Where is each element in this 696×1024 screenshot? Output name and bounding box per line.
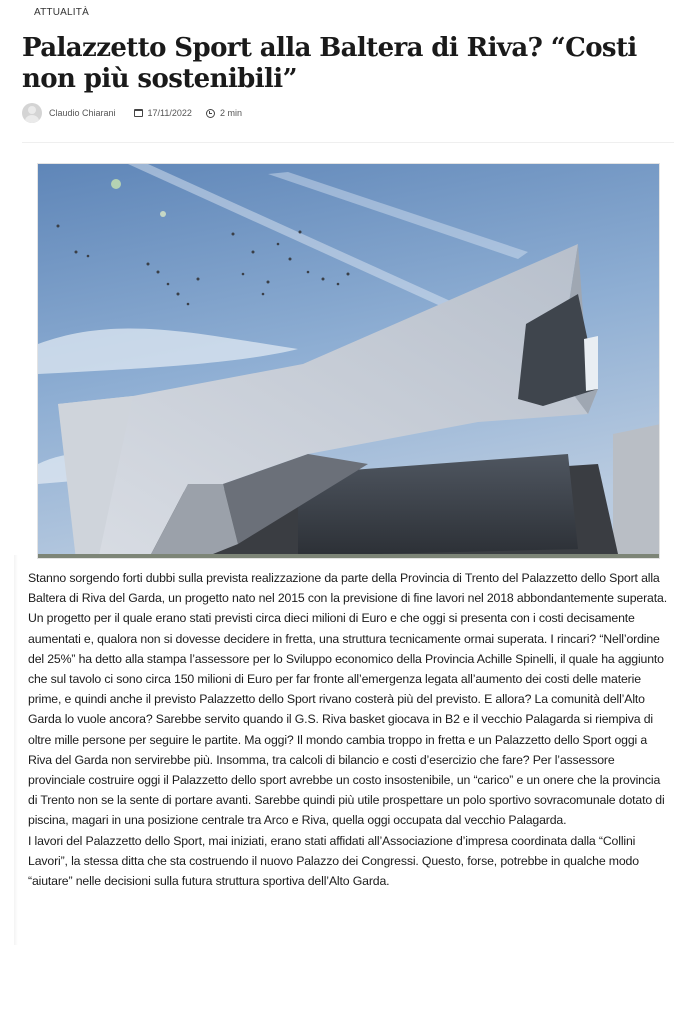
read-time: 2 min	[219, 108, 242, 118]
article-paragraph: Stanno sorgendo forti dubbi sulla prevista realizzazione da parte della Provincia di Trento del Palazzetto dello Sport alla Baltera di Riva del Garda, un progetto nato nel 2015 con la previsione di fine lavori nel 2018 abbondantemente superata.	[28, 571, 667, 606]
author-name[interactable]: Claudio Chiarani	[49, 108, 116, 118]
article-title: Palazzetto Sport alla Baltera di Riva? “Costi non più sostenibili”	[22, 33, 637, 94]
publish-date: 17/11/2022	[147, 108, 192, 118]
content-edge	[14, 555, 18, 945]
article-paragraph: I lavori del Palazzetto dello Sport, mai iniziati, erano stati affidati all’Associazione d’impresa coordinata dalla “Collini Lavori”, la stessa ditta che sta costruendo il nuovo Palazzo dei Congressi. Questo, forse, potrebbe in qualche modo “aiutare” nelle decisioni sulla futura struttura sportiva dell’Alto Garda.	[28, 833, 639, 889]
building-render	[38, 164, 660, 559]
category-label[interactable]: ATTUALITÀ	[34, 7, 89, 18]
article-paragraph: Un progetto per il quale erano stati previsti circa dieci milioni di Euro e che oggi si presenta con i costi decisamente aumentati e, qualora non si dovesse decidere in fretta, una struttura tecnicamente ormai superata. I rincari? “Nell’ordine del 25%” ha detto alla stampa l’assessore per lo Sviluppo economico della Provincia Achille Spinelli, il quale ha aggiunto che sul tavolo ci sono circa 150 milioni di Euro per far fronte all’emergenza legata all’aumento dei costi delle materie prime, e quindi anche il previsto Palazzetto dello Sport rivano costerà più del previsto. E allora? La comunità dell’Alto Garda lo vuole ancora? Sarebbe servito quando il G.S. Riva basket giocava in B2 e il vecchio Palagarda si riempiva di oltre mille persone per seguire le partite. Ma oggi? Il mondo cambia troppo in fretta e un Palazzetto dello Sport oggi a Riva del Garda non servirebbe più. Insomma, tra calcoli di bilancio e costi d’esercizio che fare? Per l’assessore provinciale costruire oggi il Palazzetto dello sport avrebbe un costo insostenibile, un “carico” e un onere che la provincia di Trento non se la sente di portare avanti. Sarebbe quindi più utile prospettare un polo sportivo sovracomunale dotato di piscina, magari in una posizione centrale tra Arco e Riva, quella oggi occupata dal vecchio Palagarda.	[28, 611, 665, 828]
header-divider	[22, 142, 674, 143]
clock-icon	[206, 109, 215, 118]
article-body	[28, 568, 668, 891]
featured-image[interactable]	[37, 163, 660, 559]
user-avatar-icon[interactable]	[22, 103, 42, 123]
calendar-icon	[134, 109, 143, 117]
article-meta	[22, 103, 242, 123]
